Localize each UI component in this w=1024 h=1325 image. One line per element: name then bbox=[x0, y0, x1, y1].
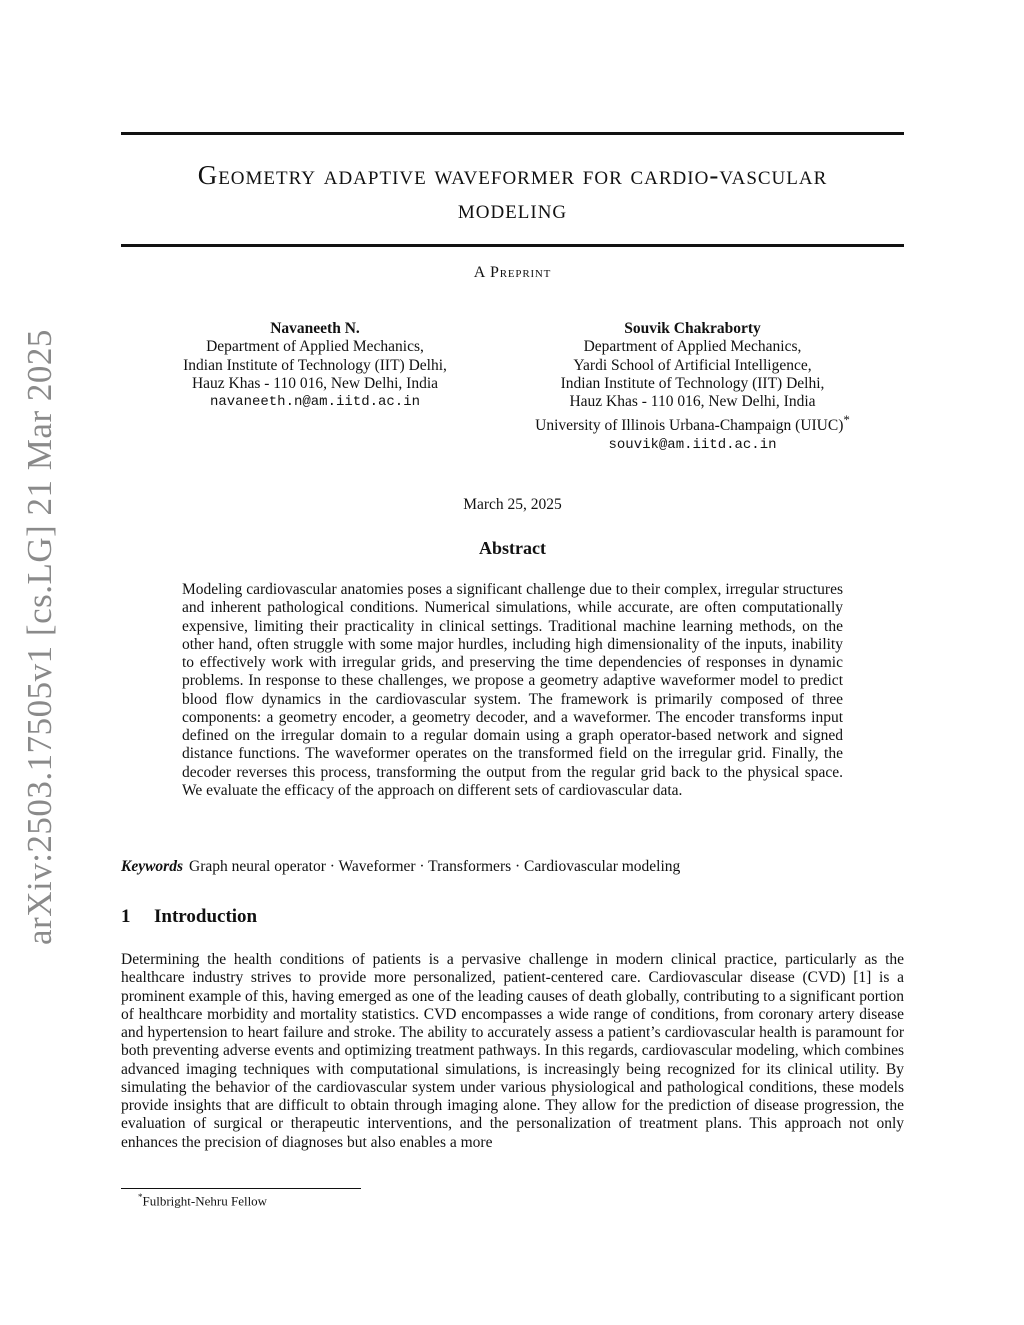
footnote-divider bbox=[121, 1188, 361, 1189]
keywords-label: Keywords bbox=[121, 858, 183, 875]
author-email[interactable]: souvik@am.iitd.ac.in bbox=[608, 436, 777, 453]
author-affiliation-line: Hauz Khas - 110 016, New Delhi, India bbox=[569, 393, 816, 411]
author-email[interactable]: navaneeth.n@am.iitd.ac.in bbox=[209, 394, 421, 411]
paper-title bbox=[121, 158, 904, 226]
section-title: Introduction bbox=[154, 906, 258, 927]
introduction-paragraph: Determining the health conditions of patients is a pervasive challenge in modern clinical practice, particularly as the healthcare industry strives to provide more personalized, patient-centered care. Cardiovascular disease (CVD) [1] is a prominent example of this, having emerged as one of the leading causes of death globally, contributing to a significant portion of healthcare morbidity and mortality statistics. CVD encompasses a wide range of conditions, from coronary artery disease and hypertension to heart failure and stroke. The ability to accurately assess a patient’s cardiovascular health is paramount for both preventing adverse events and optimizing treatment pathways. In this regards, cardiovascular modeling, which combines advanced imaging techniques with computational simulations, is increasingly being recognized for its clinical utility. By simulating the behavior of the cardiovascular system under various physiological and pathological conditions, these models provide insights that are difficult to obtain through imaging alone. They allow for the prediction of disease progression, the evaluation of surgical or therapeutic interventions, and the personalization of treatment plans. This approach not only enhances the precision of diagnoses but also enables a more bbox=[121, 951, 904, 1151]
keywords-list: Graph neural operator · Waveformer · Transformers · Cardiovascular modeling bbox=[189, 858, 681, 875]
paper-title-line-2: modeling bbox=[457, 194, 568, 224]
preprint-label: A Preprint bbox=[473, 264, 552, 281]
title-bottom-rule bbox=[121, 244, 904, 247]
author-affiliation-line: Indian Institute of Technology (IIT) Delhi, bbox=[183, 356, 447, 374]
footnote bbox=[138, 1192, 738, 1209]
author-affiliation-line: Department of Applied Mechanics, bbox=[583, 338, 802, 356]
author-affiliation-text: University of Illinois Urbana-Champaign (UIUC) bbox=[535, 417, 844, 435]
author-block-2 bbox=[500, 320, 885, 454]
footnote-mark: * bbox=[138, 1192, 143, 1202]
author-affiliation-line: Yardi School of Artificial Intelligence, bbox=[573, 356, 812, 374]
footnote-text: Fulbright-Nehru Fellow bbox=[142, 1193, 268, 1209]
author-affiliation-line: Hauz Khas - 110 016, New Delhi, India bbox=[191, 374, 439, 392]
abstract-heading: Abstract bbox=[479, 538, 546, 558]
author-affiliation-line: Department of Applied Mechanics, bbox=[206, 338, 424, 356]
author-name: Souvik Chakraborty bbox=[624, 320, 761, 337]
author-affiliation-line: Indian Institute of Technology (IIT) Delhi, bbox=[560, 374, 825, 392]
author-block-1 bbox=[150, 320, 480, 411]
keywords-line bbox=[121, 858, 904, 876]
title-top-rule bbox=[121, 132, 904, 135]
abstract-text: Modeling cardiovascular anatomies poses a significant challenge due to their complex, irregular structures and inherent pathological conditions. Numerical simulations, while accurate, are often computationally expensive, limiting their practicality in clinical settings. Traditional machine learning methods, on the other hand, often struggle with some major hurdles, including high dimensionality of the inputs, inability to effectively work with irregular grids, and preserving the time dependencies of responses in dynamic problems. In response to these challenges, we propose a geometry adaptive waveformer model to predict blood flow dynamics in the cardiovascular system. The framework is primarily composed of three components: a geometry encoder, a geometry decoder, and a waveformer. The encoder transforms input defined on the irregular domain to a regular domain using a graph operator-based network and signed distance functions. The waveformer operates on the transformed field on the irregular grid. Finally, the decoder reverses this process, transforming the output from the regular grid back to the physical space. We evaluate the efficacy of the approach on different sets of cardiovascular data. bbox=[182, 581, 843, 799]
paper-title-line-1: Geometry adaptive waveformer for cardio-vascular bbox=[197, 160, 828, 190]
publication-date: March 25, 2025 bbox=[463, 496, 562, 513]
author-name: Navaneeth N. bbox=[270, 320, 360, 337]
arxiv-identifier-stamp: arXiv:2503.17505v1 [cs.LG] 21 Mar 2025 bbox=[20, 329, 59, 945]
section-number: 1 bbox=[121, 906, 131, 927]
footnote-marker[interactable]: * bbox=[843, 412, 850, 428]
section-heading-introduction bbox=[121, 906, 904, 928]
author-affiliation-line bbox=[500, 411, 885, 435]
